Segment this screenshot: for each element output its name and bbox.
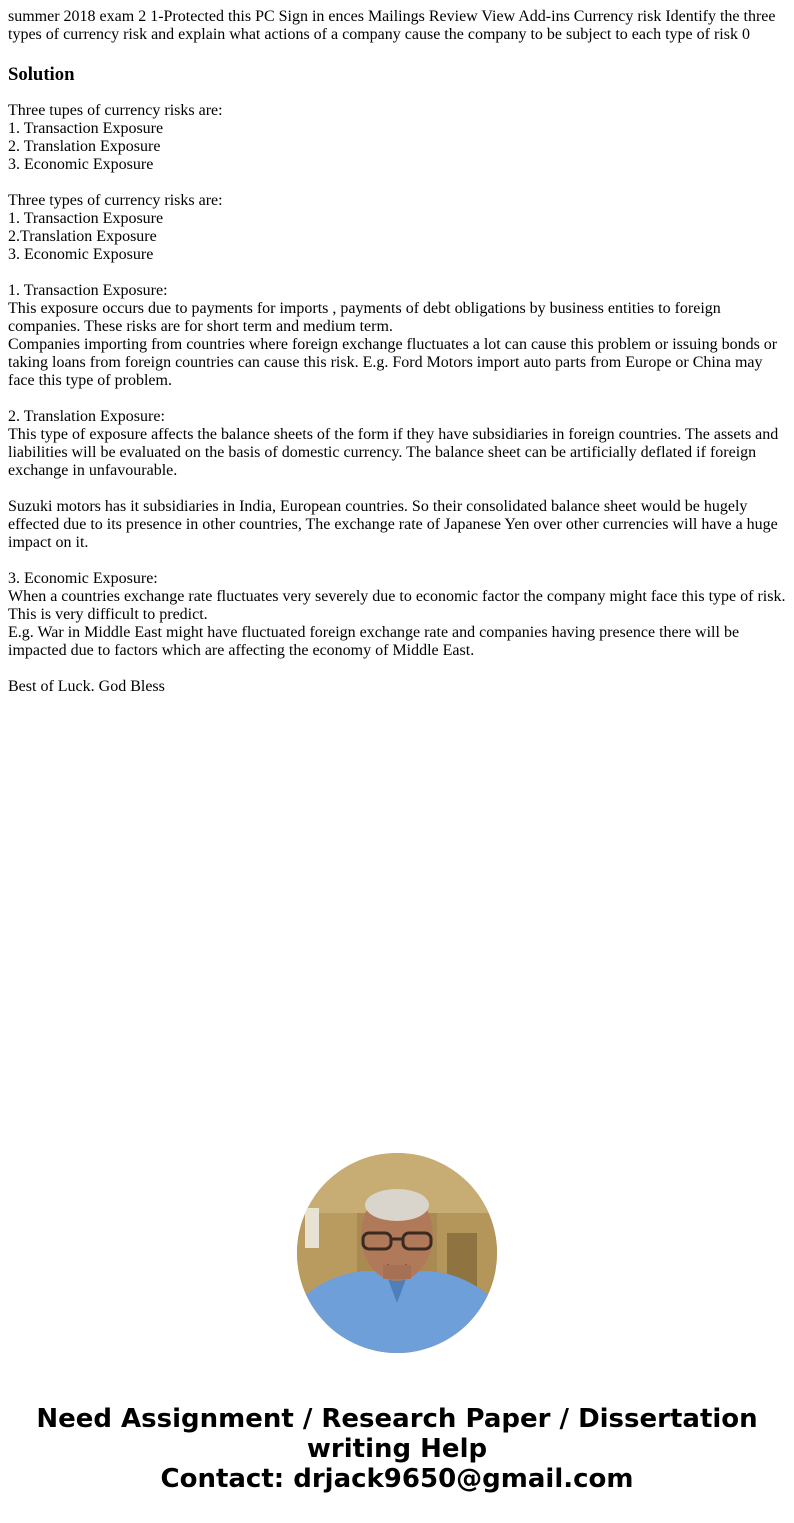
answer-line: 3. Economic Exposure: [8, 156, 154, 173]
answer-line: 1. Transaction Exposure: [8, 120, 164, 137]
answer-line: 2.Translation Exposure: [8, 228, 157, 245]
answer-body: [8, 102, 786, 696]
answer-line: Three types of currency risks are:: [8, 192, 223, 209]
author-photo-icon: [297, 1153, 497, 1353]
transaction-heading: 1. Transaction Exposure:: [8, 282, 168, 299]
author-photo-avatar: [297, 1153, 497, 1353]
promo-contact: Contact: drjack9650@gmail.com: [160, 1464, 634, 1494]
translation-heading: 2. Translation Exposure:: [8, 408, 165, 425]
answer-line: 3. Economic Exposure: [8, 246, 154, 263]
translation-paragraph: Suzuki motors has it subsidiaries in India, European countries. So their consolidated balance sheet would be hugely effected due to its presence in other countries, The exchange rate of Japanese Yen over other currencies will have a huge impact on it.: [8, 498, 778, 551]
transaction-paragraph: This exposure occurs due to payments for imports , payments of debt obligations by business entities to foreign companies. These risks are for short term and medium term.: [8, 300, 721, 335]
solution-heading: Solution: [8, 64, 75, 85]
economic-paragraph: E.g. War in Middle East might have fluctuated foreign exchange rate and companies having presence there will be impacted due to factors which are affecting the economy of Middle East.: [8, 624, 740, 659]
translation-paragraph: This type of exposure affects the balance sheets of the form if they have subsidiaries in foreign countries. The assets and liabilities will be evaluated on the basis of domestic currency. The balance sheet can be artificially deflated if foreign exchange in unfavourable.: [8, 426, 779, 479]
answer-line: 2. Translation Exposure: [8, 138, 161, 155]
page-content: [8, 8, 786, 696]
promo-line: Need Assignment / Research Paper / Dissertation writing Help: [36, 1404, 758, 1464]
question-text: summer 2018 exam 2 1-Protected this PC Sign in ences Mailings Review View Add-ins Currency risk Identify the three types of currency risk and explain what actions of a company cause the company to be subject to each type of risk 0: [8, 8, 776, 43]
promo-banner: [0, 1404, 794, 1494]
economic-heading: 3. Economic Exposure:: [8, 570, 158, 587]
closing-text: Best of Luck. God Bless: [8, 678, 165, 695]
transaction-paragraph: Companies importing from countries where foreign exchange fluctuates a lot can cause this problem or issuing bonds or taking loans from foreign countries can cause this risk. E.g. Ford Motors import auto parts from Europe or China may face this type of problem.: [8, 336, 778, 389]
economic-paragraph: When a countries exchange rate fluctuates very severely due to economic factor the company might face this type of risk. This is very difficult to predict.: [8, 588, 786, 623]
answer-line: 1. Transaction Exposure: [8, 210, 164, 227]
answer-line: Three tupes of currency risks are:: [8, 102, 223, 119]
